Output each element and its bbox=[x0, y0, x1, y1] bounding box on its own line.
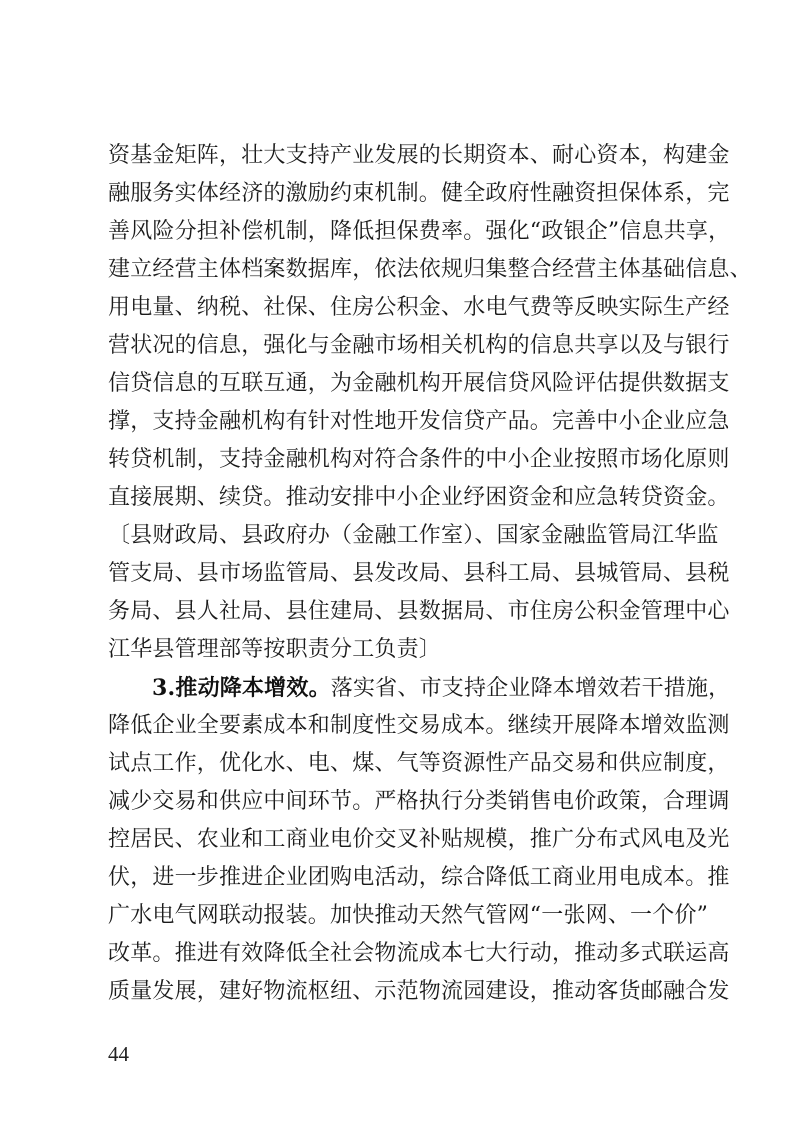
section-3-first-line-text: 落实省、市支持企业降本增效若干措施， bbox=[330, 676, 731, 701]
paragraph-line: 转贷机制，支持金融机构对符合条件的中小企业按照市场化原则 bbox=[108, 447, 730, 472]
paragraph-line: 伏，进一步推进企业团购电活动，综合降低工商业用电成本。推 bbox=[108, 865, 730, 890]
paragraph-line: 融服务实体经济的激励约束机制。健全政府性融资担保体系，完 bbox=[108, 181, 730, 206]
paragraph-line: 撑，支持金融机构有针对性地开发信贷产品。完善中小企业应急 bbox=[108, 409, 730, 434]
section-3-heading: 3.推动降本增效。 bbox=[152, 675, 331, 701]
paragraph-line: 控居民、农业和工商业电价交叉补贴规模，推广分布式风电及光 bbox=[108, 827, 730, 852]
paragraph-line: 江华县管理部等按职责分工负责〕 bbox=[108, 637, 442, 662]
paragraph-line: 善风险分担补偿机制，降低担保费率。强化“政银企”信息共享， bbox=[108, 219, 731, 244]
paragraph-line: 减少交易和供应中间环节。严格执行分类销售电价政策，合理调 bbox=[108, 789, 730, 814]
paragraph-line: 资基金矩阵，壮大支持产业发展的长期资本、耐心资本，构建金 bbox=[108, 143, 730, 168]
paragraph-line: 直接展期、续贷。推动安排中小企业纾困资金和应急转贷资金。 bbox=[108, 485, 730, 510]
paragraph-line: 〔县财政局、县政府办（金融工作室）、国家金融监管局江华监 bbox=[108, 523, 719, 548]
paragraph-line: 质量发展，建好物流枢纽、示范物流园建设，推动客货邮融合发 bbox=[108, 979, 730, 1004]
paragraph-line: 务局、县人社局、县住建局、县数据局、市住房公积金管理中心 bbox=[108, 599, 730, 624]
paragraph-line: 建立经营主体档案数据库，依法依规归集整合经营主体基础信息、 bbox=[108, 257, 752, 282]
paragraph-line: 信贷信息的互联互通，为金融机构开展信贷风险评估提供数据支 bbox=[108, 371, 730, 396]
paragraph-line: 管支局、县市场监管局、县发改局、县科工局、县城管局、县税 bbox=[108, 561, 730, 586]
paragraph-line: 营状况的信息，强化与金融市场相关机构的信息共享以及与银行 bbox=[108, 333, 730, 358]
page-number: 44 bbox=[108, 1042, 129, 1066]
paragraph-line: 试点工作，优化水、电、煤、气等资源性产品交易和供应制度， bbox=[108, 751, 730, 776]
section-3-first-line bbox=[152, 674, 731, 703]
paragraph-line: 广水电气网联动报装。加快推动天然气管网“一张网、一个价” bbox=[108, 903, 709, 928]
paragraph-line: 用电量、纳税、社保、住房公积金、水电气费等反映实际生产经 bbox=[108, 295, 730, 320]
paragraph-line: 降低企业全要素成本和制度性交易成本。继续开展降本增效监测 bbox=[108, 713, 730, 738]
paragraph-line: 改革。推进有效降低全社会物流成本七大行动，推动多式联运高 bbox=[108, 941, 730, 966]
